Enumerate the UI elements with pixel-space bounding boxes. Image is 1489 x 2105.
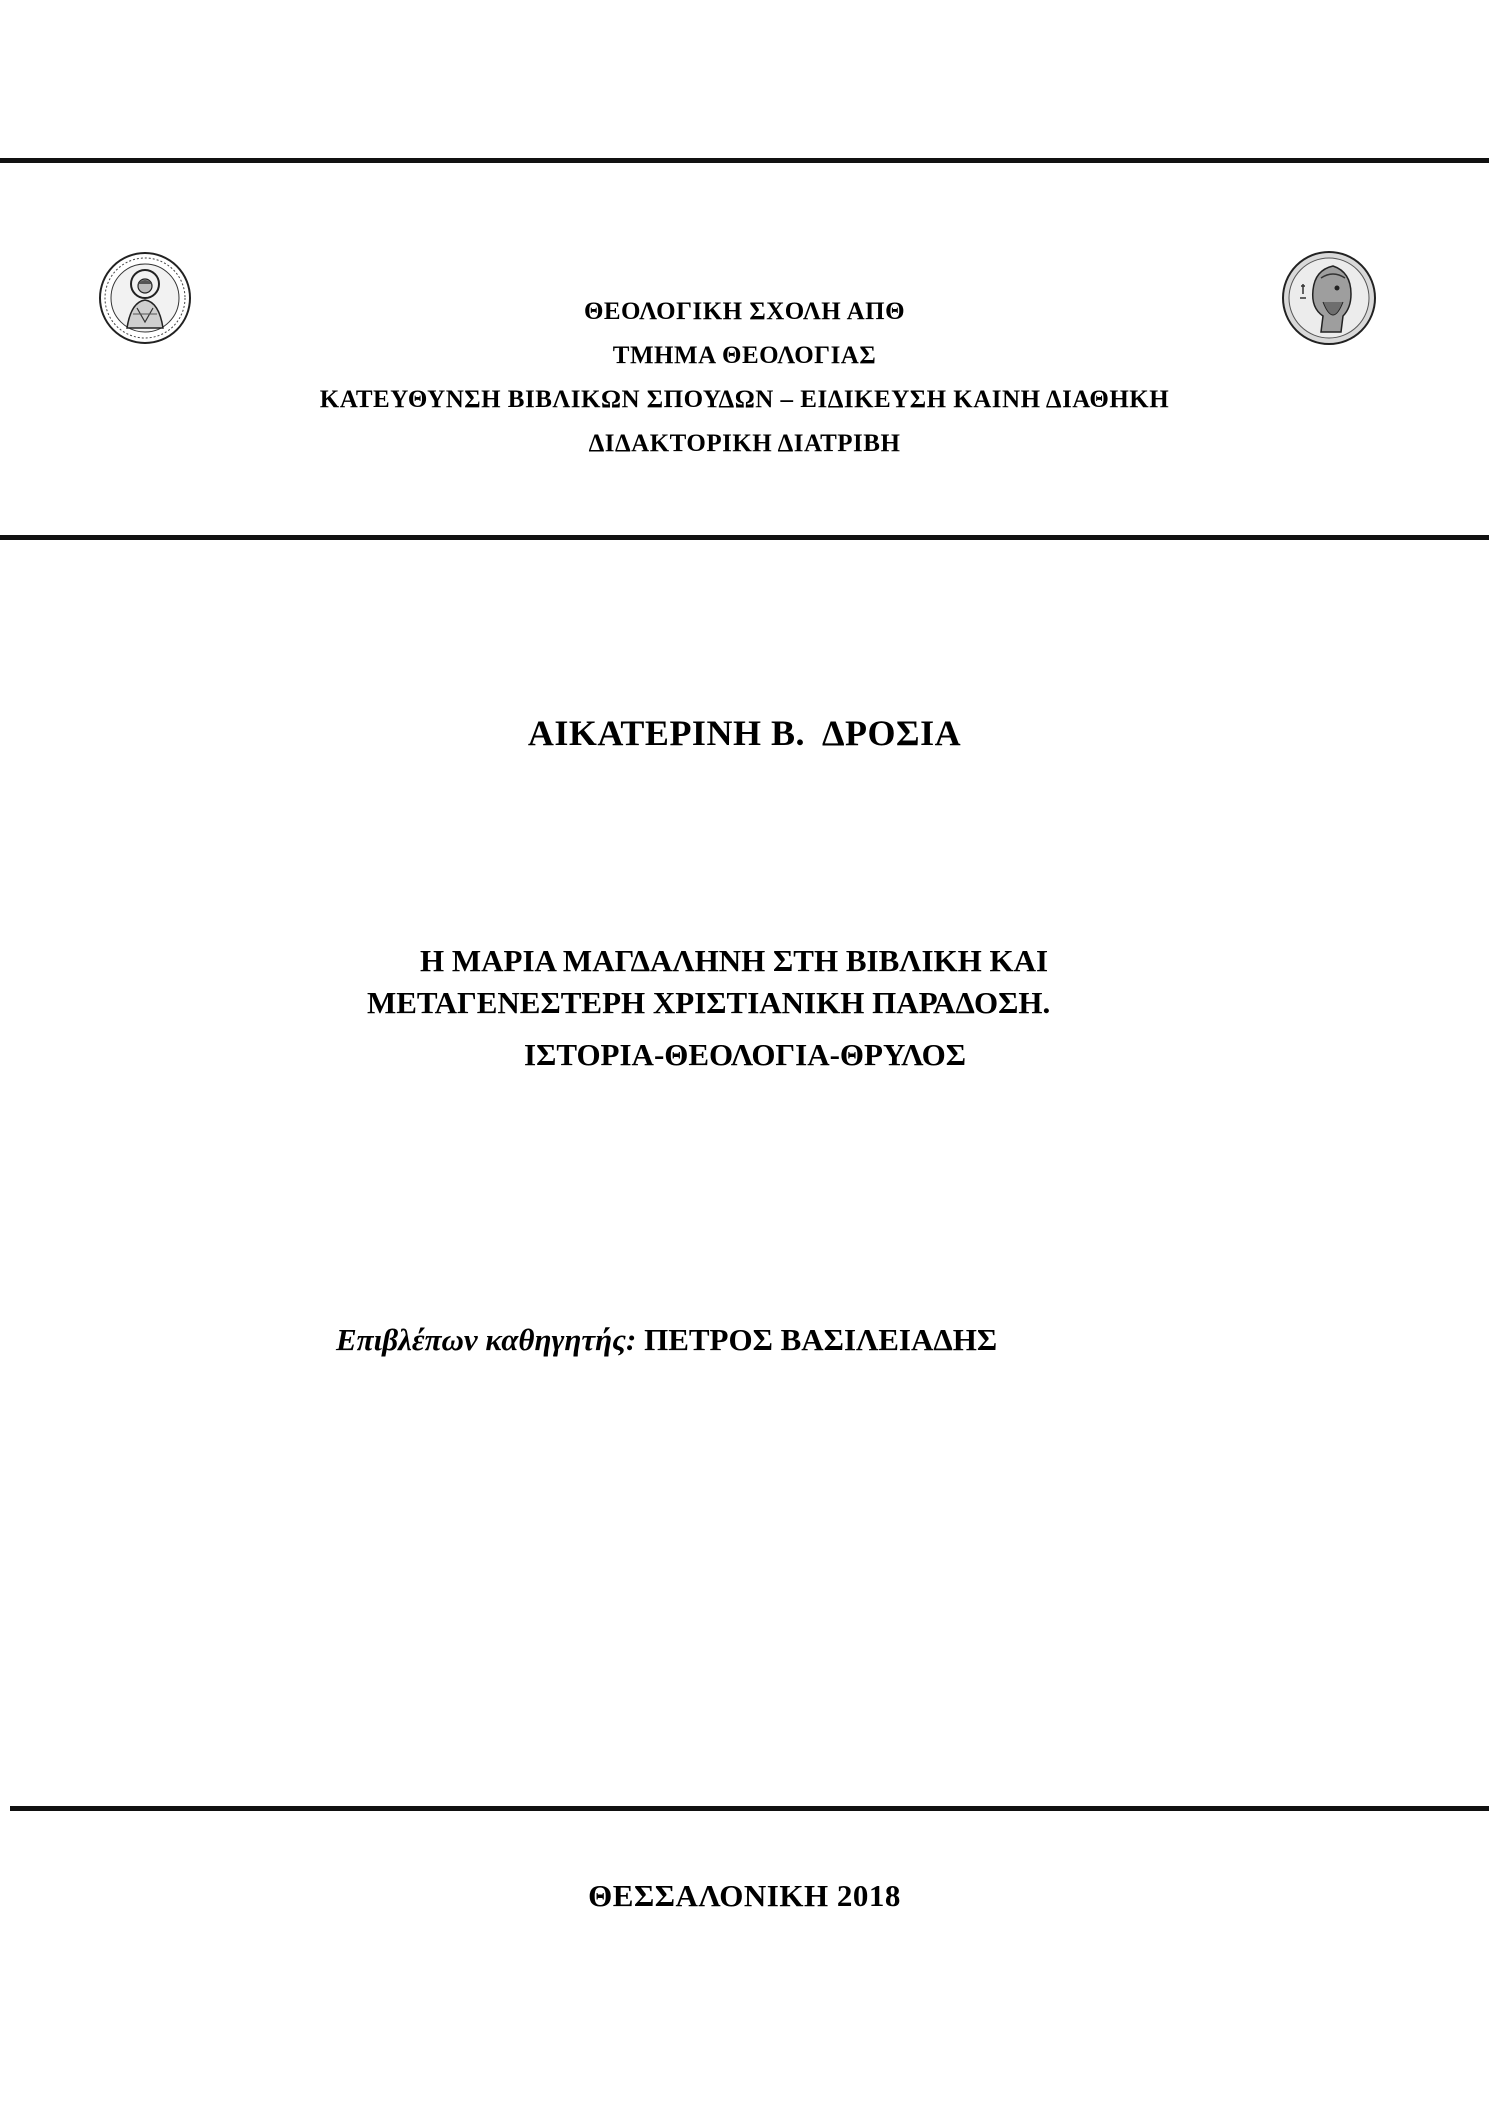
middle-divider bbox=[0, 535, 1489, 540]
department-name: ΤΜΗΜΑ ΘΕΟΛΟΓΙΑΣ bbox=[612, 342, 877, 369]
supervisor bbox=[336, 1322, 997, 1358]
bottom-divider bbox=[10, 1806, 1489, 1811]
supervisor-name: ΠΕΤΡΟΣ ΒΑΣΙΛΕΙΑΔΗΣ bbox=[644, 1322, 998, 1357]
top-divider bbox=[0, 158, 1489, 163]
author-name bbox=[0, 712, 1489, 754]
thesis-title-line-1: Η ΜΑΡΙΑ ΜΑΓΔΑΛΗΝΗ ΣΤΗ ΒΙΒΛΙΚΗ ΚΑΙ bbox=[420, 943, 1049, 978]
document-type: ΔΙΔΑΚΤΟΡΙΚΗ ΔΙΑΤΡΙΒΗ bbox=[588, 430, 901, 457]
author-name-text: ΑΙΚΑΤΕΡΙΝΗ Β. ΔΡΟΣΙΑ bbox=[527, 713, 962, 753]
thesis-title-line-3: ΙΣΤΟΡΙΑ-ΘΕΟΛΟΓΙΑ-ΘΡΥΛΟΣ bbox=[524, 1037, 967, 1072]
institution-header bbox=[0, 290, 1489, 466]
thesis-title-line-2: ΜΕΤΑΓΕΝΕΣΤΕΡΗ ΧΡΙΣΤΙΑΝΙΚΗ ΠΑΡΑΔΟΣΗ. bbox=[367, 985, 1051, 1020]
place-and-year: ΘΕΣΣΑΛΟΝΙΚΗ 2018 bbox=[588, 1878, 901, 1913]
supervisor-label: Επιβλέπων καθηγητής: bbox=[336, 1322, 637, 1357]
specialization: ΚΑΤΕΥΘΥΝΣΗ ΒΙΒΛΙΚΩΝ ΣΠΟΥΔΩΝ – ΕΙΔΙΚΕΥΣΗ ΚΑΙΝΗ ΔΙΑΘΗΚΗ bbox=[319, 386, 1170, 413]
faculty-name: ΘΕΟΛΟΓΙΚΗ ΣΧΟΛΗ ΑΠΘ bbox=[583, 298, 906, 325]
